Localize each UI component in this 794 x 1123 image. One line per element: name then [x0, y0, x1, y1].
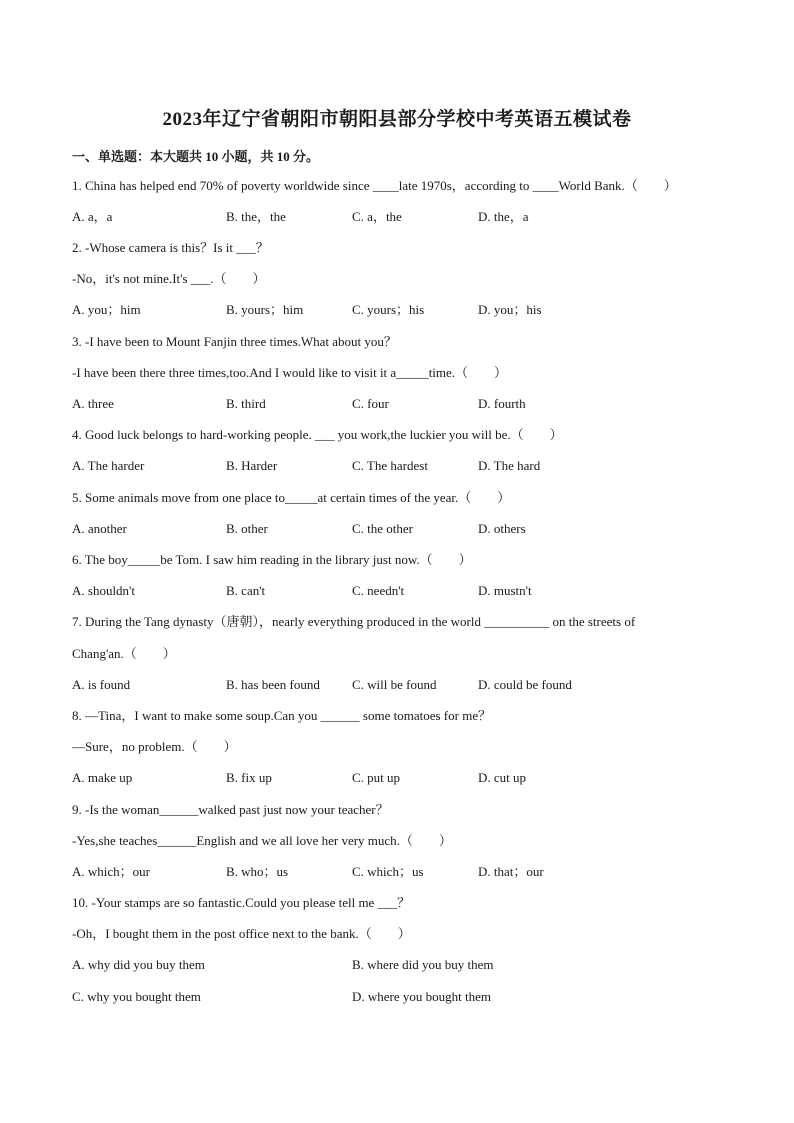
question-1-option-b[interactable]: B. the，the [226, 209, 286, 224]
page-title: 2023年辽宁省朝阳市朝阳县部分学校中考英语五模试卷 [162, 109, 632, 130]
question-2-option-c[interactable]: C. yours；his [352, 302, 425, 317]
question-6-option-a[interactable]: A. shouldn't [72, 583, 136, 598]
question-8-text: 8. —Tina，I want to make some soup.Can you ______ some tomatoes for me？ [72, 708, 492, 723]
question-4-option-b[interactable]: B. Harder [226, 458, 278, 473]
question-8-option-d[interactable]: D. cut up [478, 770, 527, 785]
question-2-option-a[interactable]: A. you；him [72, 302, 141, 317]
question-10-text-line-2: -Oh，I bought them in the post office next to the bank.（ ） [72, 926, 411, 941]
question-7-text-line-2: Chang'an.（ ） [72, 646, 176, 661]
question-4-text: 4. Good luck belongs to hard-working people. ___ you work,the luckier you will be.（ ） [72, 427, 563, 442]
question-7-option-b[interactable]: B. has been found [226, 677, 320, 692]
question-10-option-c[interactable]: C. why you bought them [72, 989, 201, 1004]
question-7-text: 7. During the Tang dynasty（唐朝），nearly everything produced in the world __________ on the streets of [72, 614, 636, 629]
question-3-text-line-2: -I have been there three times,too.And I would like to visit it a_____time.（ ） [72, 365, 508, 380]
question-6-option-b[interactable]: B. can't [226, 583, 266, 598]
question-2-option-d[interactable]: D. you；his [478, 302, 542, 317]
question-1-option-a[interactable]: A. a，a [72, 209, 113, 224]
question-1-text: 1. China has helped end 70% of poverty worldwide since ____late 1970s，according to ____World Bank.（ ） [72, 178, 677, 193]
question-2-text-line-2: -No，it's not mine.It's ___.（ ） [72, 271, 266, 286]
question-5-option-a[interactable]: A. another [72, 521, 127, 536]
question-5-option-c[interactable]: C. the other [352, 521, 414, 536]
question-10-option-a[interactable]: A. why did you buy them [72, 957, 205, 972]
question-5-text: 5. Some animals move from one place to_____at certain times of the year.（ ） [72, 490, 511, 505]
question-7-option-c[interactable]: C. will be found [352, 677, 437, 692]
question-8-option-c[interactable]: C. put up [352, 770, 401, 785]
question-6-option-c[interactable]: C. needn't [352, 583, 405, 598]
question-5-option-d[interactable]: D. others [478, 521, 526, 536]
question-10-option-d[interactable]: D. where you bought them [352, 989, 492, 1004]
question-7-option-d[interactable]: D. could be found [478, 677, 572, 692]
question-7-option-a[interactable]: A. is found [72, 677, 131, 692]
question-3-option-c[interactable]: C. four [352, 396, 389, 411]
question-5-option-b[interactable]: B. other [226, 521, 268, 536]
question-6-option-d[interactable]: D. mustn't [478, 583, 532, 598]
question-9-option-b[interactable]: B. who；us [226, 864, 289, 879]
question-3-option-a[interactable]: A. three [72, 396, 114, 411]
question-2-option-b[interactable]: B. yours；him [226, 302, 304, 317]
question-9-option-c[interactable]: C. which；us [352, 864, 424, 879]
question-10-option-b[interactable]: B. where did you buy them [352, 957, 494, 972]
question-1-option-c[interactable]: C. a，the [352, 209, 402, 224]
question-4-option-c[interactable]: C. The hardest [352, 458, 428, 473]
question-9-text: 9. -Is the woman______walked past just now your teacher？ [72, 802, 389, 817]
question-4-option-d[interactable]: D. The hard [478, 458, 541, 473]
question-4-option-a[interactable]: A. The harder [72, 458, 145, 473]
question-3-option-d[interactable]: D. fourth [478, 396, 526, 411]
question-8-option-a[interactable]: A. make up [72, 770, 133, 785]
question-6-text: 6. The boy_____be Tom. I saw him reading in the library just now.（ ） [72, 552, 472, 567]
section-heading: 一、单选题：本大题共 10 小题，共 10 分。 [72, 149, 320, 164]
question-2-text: 2. -Whose camera is this？Is it ___？ [72, 240, 269, 255]
question-9-option-d[interactable]: D. that；our [478, 864, 544, 879]
question-10-text: 10. -Your stamps are so fantastic.Could you please tell me ___？ [72, 895, 411, 910]
question-8-option-b[interactable]: B. fix up [226, 770, 272, 785]
question-8-text-line-2: —Sure，no problem.（ ） [72, 739, 237, 754]
question-9-text-line-2: -Yes,she teaches______English and we all love her very much.（ ） [72, 833, 452, 848]
question-9-option-a[interactable]: A. which；our [72, 864, 150, 879]
question-3-text: 3. -I have been to Mount Fanjin three times.What about you？ [72, 334, 397, 349]
question-1-option-d[interactable]: D. the，a [478, 209, 529, 224]
question-3-option-b[interactable]: B. third [226, 396, 266, 411]
